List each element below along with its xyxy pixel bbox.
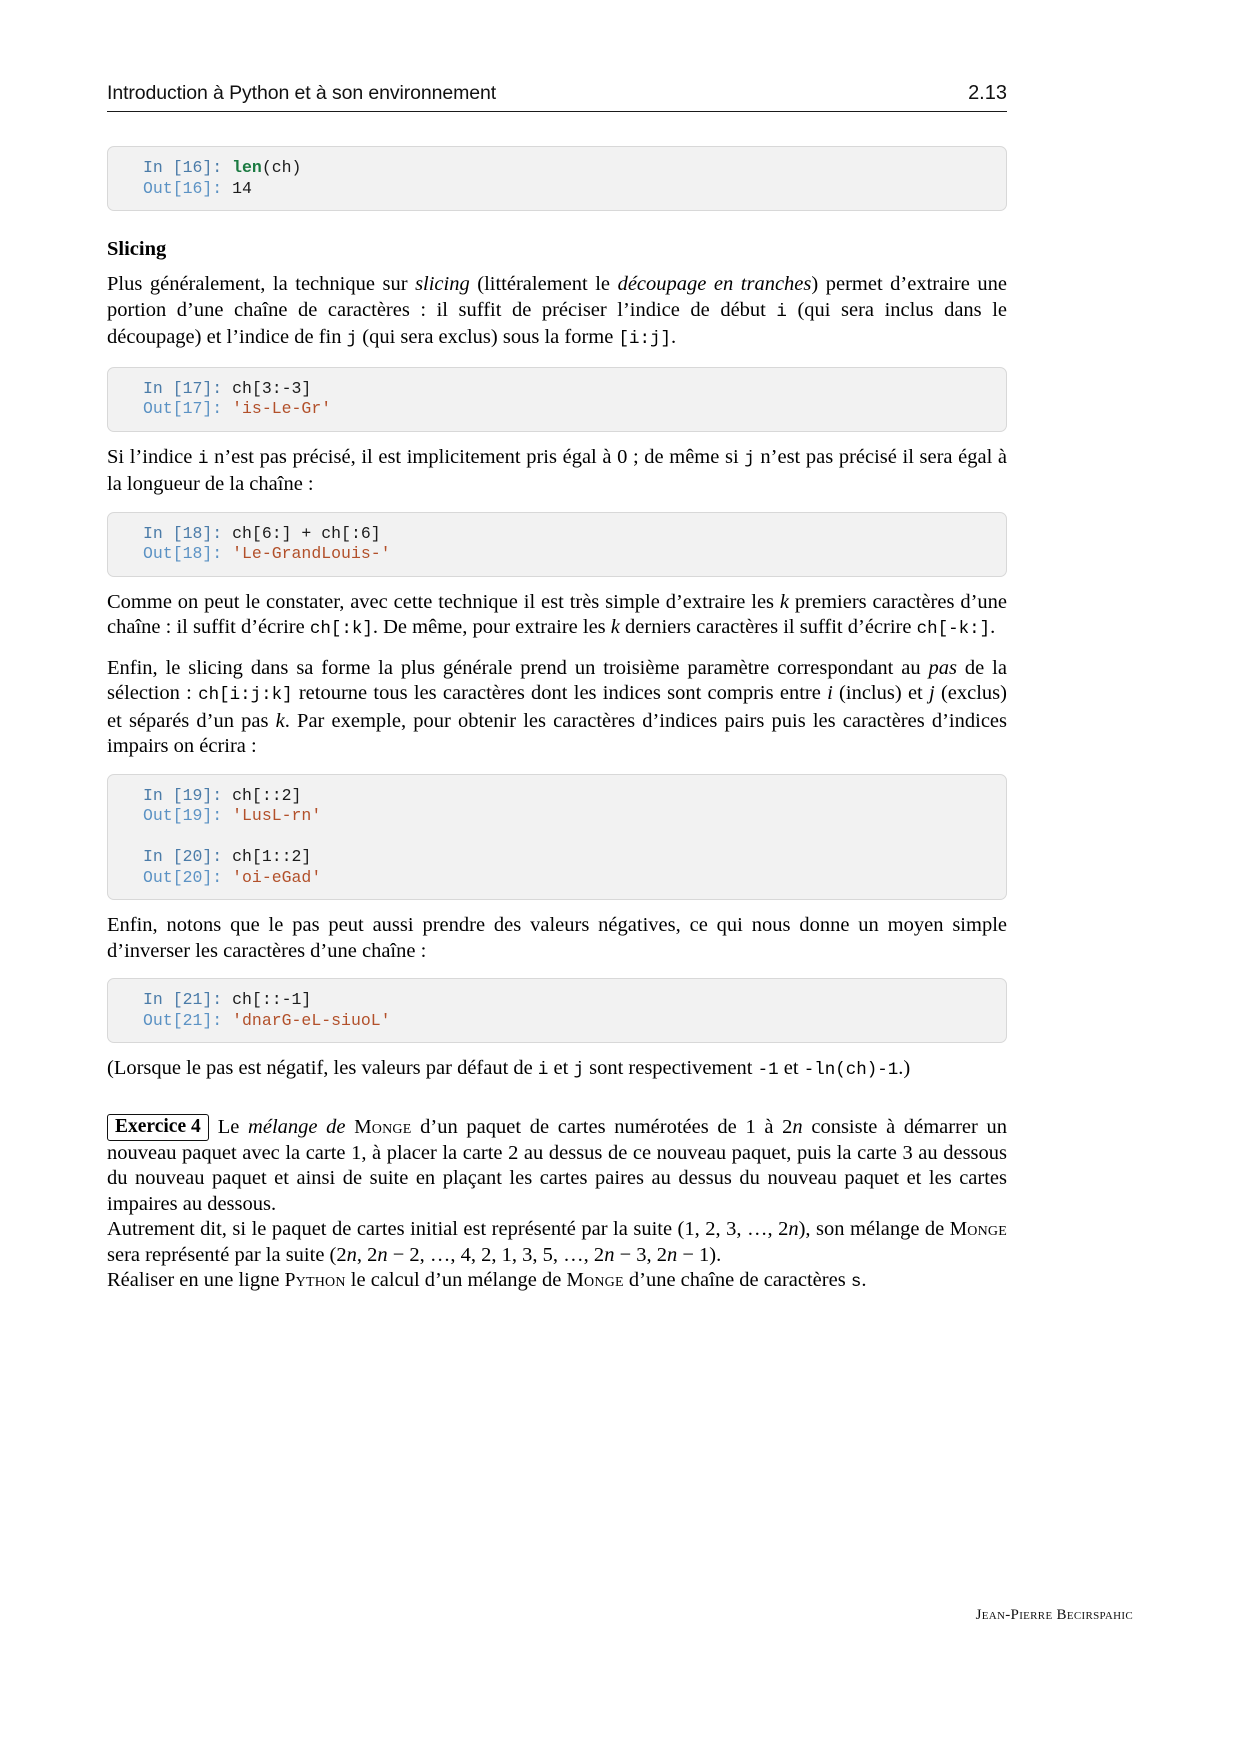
- ex-t12: le calcul d’un mélange de: [345, 1269, 567, 1291]
- p6-t1: (Lorsque le pas est négatif, les valeurs par défaut de: [107, 1057, 538, 1079]
- ex-v1: n: [792, 1115, 803, 1138]
- p2-t2: n’est pas précisé, il est implicitement pris égal à 0 ; de même si: [208, 445, 745, 468]
- prompt-in-19: In [19]:: [143, 785, 233, 805]
- ex-t1: Le: [217, 1115, 249, 1138]
- p6-m3: -1: [757, 1060, 779, 1080]
- code-line-in-18: [108, 524, 1006, 545]
- p2-m1: i: [197, 448, 209, 469]
- p1-t5: (qui sera exclus) sous la forme: [357, 326, 619, 348]
- out-value-20: 'oi-eGad': [232, 867, 322, 887]
- code-args-16: (ch): [261, 158, 302, 177]
- code-line-spacer: [108, 827, 1006, 848]
- p6-t4: et: [778, 1057, 804, 1079]
- p1-t2: (littéralement le: [469, 273, 618, 295]
- p3-t3: . De même, pour extraire les: [372, 616, 611, 638]
- header-title: Introduction à Python et à son environnement: [107, 82, 497, 104]
- paragraph-negative-step: [107, 913, 1007, 964]
- p2-t3: n’est pas précisé il sera égal à la longueur de la chaîne :: [107, 445, 1008, 495]
- p3-t5: .: [990, 616, 996, 638]
- code-line-out-17: [108, 399, 1006, 420]
- prompt-out-21: Out[21]:: [143, 1010, 233, 1030]
- page-number: 2.13: [968, 82, 1007, 104]
- code-line-in-16: [108, 158, 1006, 179]
- code-block-17: [107, 367, 1007, 432]
- ex-t3: consiste à démarrer un nouveau paquet avec la carte 1, à placer la carte 2 au dessus de ce nouveau paquet, puis la carte 3 au dessous du nouveau paquet et ainsi de suite en plaçant les cartes paires au dessus du nouveau paquet et les cartes impaires au dessous.: [107, 1115, 1008, 1215]
- p4-v1: i: [827, 682, 833, 704]
- p4-v2: j: [929, 682, 935, 704]
- code-line-out-20: [108, 868, 1006, 889]
- out-value-19: 'LusL-rn': [232, 806, 322, 825]
- out-value-21: 'dnarG-eL-siuoL': [232, 1010, 391, 1030]
- ex-sc1-monge: Monge: [354, 1116, 412, 1138]
- p6-m2: j: [573, 1060, 584, 1080]
- code-block-18: [107, 512, 1007, 577]
- exercise-block: [107, 1114, 1007, 1296]
- paragraph-step-param: [107, 656, 1007, 760]
- code-block-21: [107, 978, 1007, 1043]
- ex-t7: , 2: [356, 1243, 378, 1266]
- ex-t5: ), son mélange de: [798, 1218, 950, 1240]
- ex-t9: − 3, 2: [614, 1243, 667, 1266]
- page-content: [107, 146, 1007, 1296]
- ex-v5: n: [604, 1243, 615, 1266]
- ex-t11: Réaliser en une ligne: [107, 1269, 285, 1291]
- page-header: [107, 82, 1007, 112]
- p4-t4: (inclus) et: [832, 682, 929, 704]
- code-expr-21: ch[::-1]: [232, 990, 312, 1009]
- code-line-out-16: [108, 179, 1006, 200]
- ex-m1: s: [850, 1272, 862, 1292]
- p6-t2: et: [548, 1057, 574, 1079]
- code-line-in-17: [108, 379, 1006, 400]
- code-line-out-21: [108, 1011, 1006, 1032]
- prompt-out-18: Out[18]:: [143, 544, 233, 563]
- p4-t2: de la sélection :: [107, 656, 1007, 704]
- exercise-tag: Exercice 4: [107, 1114, 209, 1141]
- ex-t10: − 1).: [677, 1243, 722, 1266]
- p3-t1: Comme on peut le constater, avec cette technique il est très simple d’extraire les: [107, 590, 780, 613]
- ex-i1: mélange de: [248, 1115, 355, 1138]
- code-line-out-18: [108, 544, 1006, 565]
- prompt-in-17: In [17]:: [143, 378, 233, 398]
- code-expr-17: ch[3:-3]: [232, 378, 312, 398]
- code-line-in-19: [108, 786, 1006, 807]
- out-value-17: 'is-Le-Gr': [232, 399, 332, 418]
- p3-m1: ch[:k]: [309, 619, 373, 639]
- ex-t14: .: [861, 1269, 867, 1291]
- p4-i1: pas: [928, 656, 958, 679]
- p2-m2: j: [744, 448, 755, 469]
- code-block-16: [107, 146, 1007, 211]
- p1-m3: [i:j]: [618, 329, 671, 349]
- p1-i2: découpage en tranches: [617, 273, 812, 295]
- ex-v4: n: [377, 1243, 388, 1266]
- prompt-out-19: Out[19]:: [143, 806, 233, 825]
- section-heading-slicing: Slicing: [107, 238, 167, 260]
- ex-v2: n: [788, 1218, 799, 1240]
- ex-v3: n: [346, 1243, 357, 1266]
- p1-t4: (qui sera inclus dans le découpage) et l’indice de fin: [107, 298, 1007, 348]
- ex-sc4-monge: Monge: [566, 1270, 624, 1291]
- ex-t13: d’une chaîne de caractères: [623, 1269, 851, 1291]
- ex-sc2-monge: Monge: [949, 1219, 1007, 1240]
- p3-t4: derniers caractères il suffit d’écrire: [619, 616, 917, 638]
- ex-v6: n: [667, 1243, 678, 1266]
- builtin-len: len: [232, 158, 262, 177]
- prompt-in-16: In [16]:: [143, 158, 233, 177]
- p1-m1: i: [776, 301, 787, 322]
- p3-v1: k: [779, 590, 790, 613]
- p3-t2: premiers caractères d’une chaîne : il suffit d’écrire: [107, 590, 1007, 638]
- p1-m2: j: [346, 329, 358, 349]
- p4-t3: retourne tous les caractères dont les indices sont compris entre: [292, 682, 828, 704]
- code-line-in-21: [108, 990, 1006, 1011]
- p4-t5: (exclus) et séparés d’un pas: [107, 682, 1007, 732]
- prompt-in-20: In [20]:: [143, 847, 233, 866]
- prompt-out-16: Out[16]:: [143, 178, 233, 198]
- code-expr-20: ch[1::2]: [232, 847, 312, 866]
- p6-m4: -ln(ch)-1: [803, 1060, 899, 1080]
- paragraph-k-chars: [107, 590, 1007, 643]
- ex-t6: sera représenté par la suite (2: [107, 1243, 347, 1266]
- code-line-in-20: [108, 847, 1006, 868]
- prompt-in-18: In [18]:: [143, 523, 233, 543]
- ex-t2: d’un paquet de cartes numérotées de 1 à 2: [411, 1115, 793, 1138]
- code-line-out-19: [108, 806, 1006, 827]
- ex-t8: − 2, …, 4, 2, 1, 3, 5, …, 2: [387, 1243, 605, 1266]
- p6-m1: i: [537, 1060, 549, 1080]
- p4-t6: . Par exemple, pour obtenir les caractères d’indices pairs puis les caractères d’indices impairs on écrira :: [107, 709, 1007, 757]
- p5-t1: Enfin, notons que le pas peut aussi prendre des valeurs négatives, ce qui nous donne un moyen simple d’inverser les caractères d’une chaîne :: [107, 914, 1007, 962]
- p1-i1: slicing: [415, 273, 470, 295]
- p4-t1: Enfin, le slicing dans sa forme la plus générale prend un troisième paramètre correspondant au: [107, 656, 929, 679]
- p1-t3: ) permet d’extraire une portion d’une chaîne de caractères : il suffit de préciser l’indice de début: [107, 273, 1007, 321]
- p2-t1: Si l’indice: [107, 445, 198, 468]
- p1-t6: .: [670, 326, 677, 348]
- paragraph-default-values: [107, 1056, 1007, 1084]
- out-value-16: 14: [232, 178, 252, 198]
- p6-t3: sont respectivement: [583, 1057, 758, 1079]
- prompt-out-20: Out[20]:: [143, 867, 233, 887]
- code-expr-18: ch[6:] + ch[:6]: [232, 523, 381, 543]
- code-block-19-20: [107, 774, 1007, 901]
- out-value-18: 'Le-GrandLouis-': [232, 544, 391, 563]
- p4-v3: k: [275, 709, 285, 732]
- paragraph-slicing-intro: [107, 272, 1007, 353]
- code-expr-19: ch[::2]: [232, 785, 302, 805]
- paragraph-implicit-indices: [107, 445, 1007, 498]
- ex-sc3-python: Python: [284, 1270, 346, 1291]
- prompt-in-21: In [21]:: [143, 990, 233, 1009]
- p1-t1: Plus généralement, la technique sur: [107, 273, 416, 295]
- p3-v2: k: [610, 616, 620, 638]
- p3-m2: ch[-k:]: [916, 619, 991, 639]
- p4-m1: ch[i:j:k]: [198, 685, 293, 705]
- p6-t5: .): [898, 1057, 911, 1079]
- page-footer-author: Jean-Pierre Becirspahic: [975, 1607, 1133, 1623]
- prompt-out-17: Out[17]:: [143, 399, 233, 418]
- ex-t4: Autrement dit, si le paquet de cartes initial est représenté par la suite (1, 2, 3, …, 2: [107, 1218, 789, 1240]
